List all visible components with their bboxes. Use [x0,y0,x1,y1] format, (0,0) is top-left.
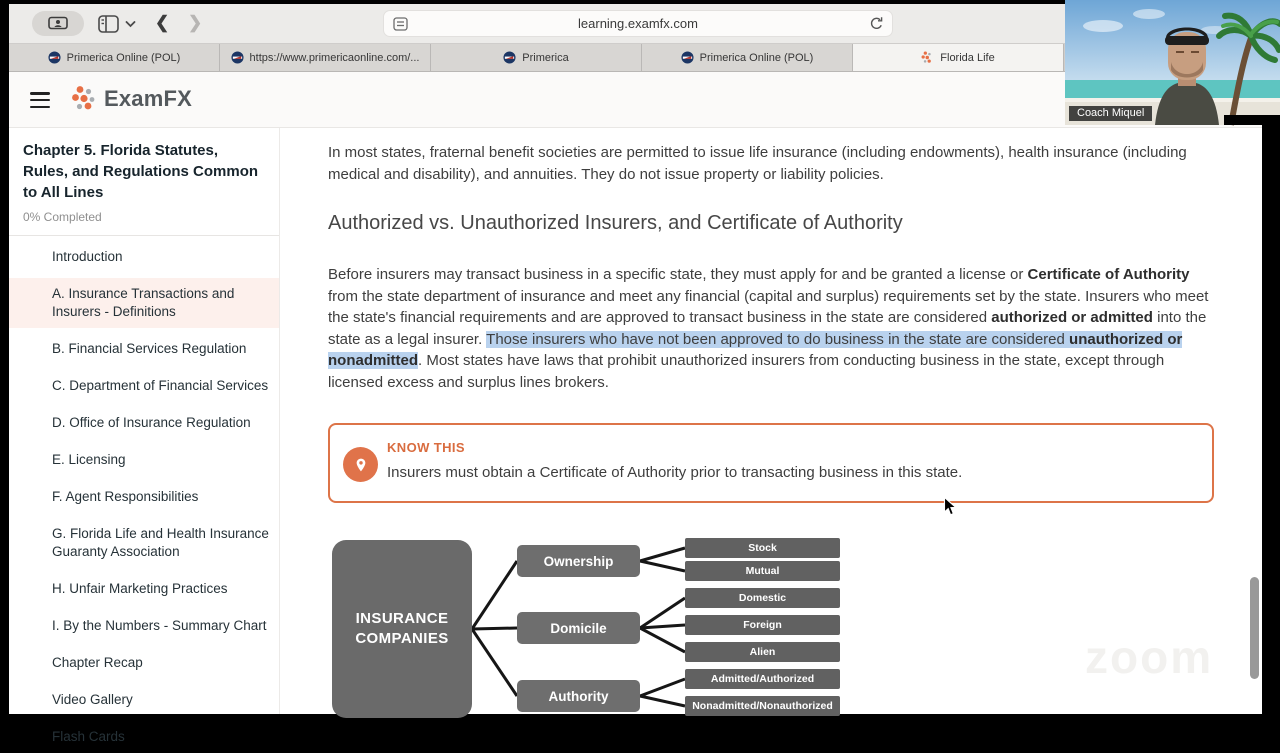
primerica-icon [681,51,694,64]
logo-text: ExamFX [104,85,193,111]
tab-label: https://www.primericaonline.com/... [249,51,420,64]
body-text: . Most states have laws that prohibit unauthorized insurers from conducting business in the state, except through licensed excess and surplus lines brokers. [328,352,1165,391]
chapter-title: Chapter 5. Florida Statutes, Rules, and Regulations Common to All Lines [23,142,259,201]
scrollbar-thumb[interactable] [1250,577,1259,679]
body-text: Before insurers may transact business in a specific state, they must apply for and be granted a license or [328,266,1028,283]
diagram-leaf-box: Mutual [685,561,840,581]
display-person-icon [47,16,69,32]
browser-tab[interactable] [220,44,431,71]
sidebar-item[interactable]: G. Florida Life and Health Insurance Guaranty Association [52,526,269,559]
tab-label: Primerica [522,51,569,64]
examfx-icon [921,51,934,64]
tab-label: Primerica Online (POL) [699,51,814,64]
location-pin-icon [343,447,378,482]
diagram-root-box: INSURANCE COMPANIES [332,540,472,718]
sidebar-item[interactable]: A. Insurance Transactions and Insurers - Definitions [9,278,279,328]
diagram-branch-box: Domicile [517,612,640,644]
sidebar-item[interactable]: D. Office of Insurance Regulation [52,415,251,430]
screen-share-button[interactable] [32,11,84,36]
paragraph-authorized [328,264,1218,393]
diagram-leaf-box: Nonadmitted/Nonauthorized [685,696,840,716]
sidebar-item[interactable]: Introduction [52,249,123,264]
webcam-corner [1224,115,1280,125]
know-this-text: Insurers must obtain a Certificate of Authority prior to transacting business in this state. [387,464,963,481]
zoom-watermark: zoom [1085,631,1214,683]
tab-label: Primerica Online (POL) [66,51,181,64]
bold-term: Certificate of Authority [1027,266,1190,283]
back-button[interactable]: ❮ [155,13,170,32]
progress-label: 0% Completed [23,210,102,224]
body-text: into the state as a legal insurer. [328,309,1207,348]
selected-text: Those insurers who have not been approved to do business in the state are considered [486,330,1070,348]
body-text: from the state department of insurance and meet any financial (capital and surplus) requirements set by the state. Insurers who meet the state's financial requirements and are approved to transact business in the state are considered [328,287,1209,326]
diagram-leaf-box: Domestic [685,588,840,608]
insurance-companies-diagram [328,530,848,720]
forward-button[interactable]: ❯ [188,13,203,32]
examfx-logo-icon [71,85,98,112]
lesson-content [280,128,1262,714]
browser-tab[interactable] [853,44,1064,71]
sidebar-item[interactable]: Video Gallery [52,692,133,707]
primerica-icon [503,51,516,64]
sidebar-item[interactable]: H. Unfair Marketing Practices [52,581,228,596]
sidebar-item[interactable]: F. Agent Responsibilities [52,489,199,504]
diagram-leaf-box: Stock [685,538,840,558]
browser-tab[interactable] [9,44,220,71]
diagram-branch-box: Authority [517,680,640,712]
diagram-leaf-box: Admitted/Authorized [685,669,840,689]
diagram-branch-box: Ownership [517,545,640,577]
reader-view-icon[interactable] [393,17,408,36]
paragraph-fraternal: In most states, fraternal benefit societies are permitted to issue life insurance (including endowments), health insurance (including medical and disability), and annuities. They do not issue property or liability policies. [328,144,1187,183]
address-bar[interactable] [383,10,893,37]
sidebar-item[interactable]: Flash Cards [52,729,125,744]
section-heading: Authorized vs. Unauthorized Insurers, and Certificate of Authority [328,212,903,234]
browser-tab[interactable] [431,44,642,71]
sidebar-nav [9,241,279,753]
primerica-icon [231,51,244,64]
diagram-leaf-box: Foreign [685,615,840,635]
sidebar-item[interactable]: Chapter Recap [52,655,143,670]
tab-label: Florida Life [940,51,995,64]
know-this-title: KNOW THIS [387,440,465,455]
sidebar-item[interactable]: E. Licensing [52,452,126,467]
reload-icon[interactable] [869,16,884,37]
browser-tab[interactable] [642,44,853,71]
url-text: learning.examfx.com [578,16,698,31]
mouse-cursor [943,496,959,522]
sidebar-item[interactable]: I. By the Numbers - Summary Chart [52,618,267,633]
bold-term: authorized or admitted [991,309,1153,326]
chevron-down-icon[interactable] [125,20,136,28]
primerica-icon [48,51,61,64]
sidebar-item[interactable]: B. Financial Services Regulation [52,341,247,356]
examfx-logo[interactable] [71,85,192,112]
know-this-callout [328,423,1214,503]
sidebar-toggle-icon[interactable] [98,15,119,33]
coach-name-label: Coach Miquel [1069,106,1152,121]
selected-text: unauthorized or nonadmitted [328,330,1183,369]
menu-icon[interactable] [30,92,50,108]
sidebar-item[interactable]: C. Department of Financial Services [52,378,269,393]
diagram-leaf-box: Alien [685,642,840,662]
course-sidebar [9,128,280,744]
webcam-overlay [1065,0,1280,125]
divider [9,235,279,236]
